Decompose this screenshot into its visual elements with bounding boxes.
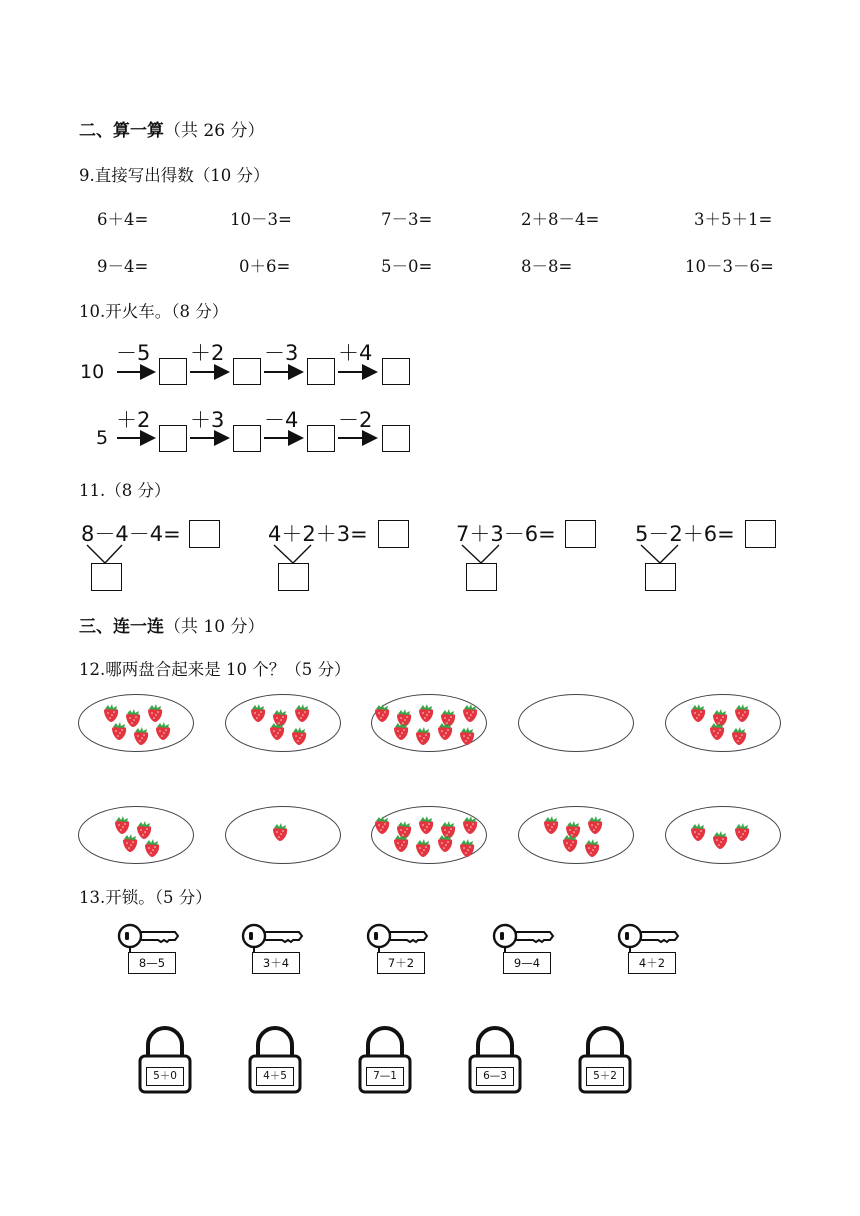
key-card[interactable]: [615, 920, 683, 976]
strawberry-icon: [413, 838, 433, 862]
strawberry-icon: [109, 721, 129, 745]
chain-expression: 4＋2＋3=: [268, 522, 368, 546]
answer-box[interactable]: [645, 563, 676, 591]
train-operation: ＋4: [338, 341, 373, 365]
answer-box[interactable]: [378, 520, 409, 548]
key-label: 7＋2: [377, 952, 425, 974]
strawberry-icon: [142, 838, 162, 862]
lock-card[interactable]: [357, 1025, 413, 1095]
calc-item: 5－0=: [381, 257, 433, 276]
strawberry-icon: [289, 726, 309, 750]
lock-label: 6—3: [476, 1067, 514, 1086]
train-operation: ＋3: [190, 408, 225, 432]
calc-item: 3＋5＋1=: [694, 210, 773, 229]
section-2-title: 二、算一算: [79, 121, 164, 141]
calc-item: 9－4=: [97, 257, 149, 276]
strawberry-icon: [131, 726, 151, 750]
answer-box[interactable]: [159, 425, 187, 452]
answer-box[interactable]: [382, 358, 410, 385]
key-label: 9—4: [503, 952, 551, 974]
strawberry-icon: [267, 721, 287, 745]
chain-expression: 5－2＋6=: [635, 522, 735, 546]
strawberry-icon: [435, 833, 455, 857]
answer-box[interactable]: [745, 520, 776, 548]
strawberry-icon: [391, 721, 411, 745]
strawberry-icon: [732, 822, 752, 846]
strawberry-icon: [460, 703, 480, 727]
fruit-plate[interactable]: [371, 694, 487, 752]
lock-card[interactable]: [577, 1025, 633, 1095]
train-operation: －5: [116, 341, 151, 365]
answer-box[interactable]: [189, 520, 220, 548]
strawberry-icon: [416, 703, 436, 727]
lock-card[interactable]: [247, 1025, 303, 1095]
section-3-title: 三、连一连: [79, 617, 164, 637]
key-label: 3＋4: [252, 952, 300, 974]
calc-item: 6＋4=: [97, 210, 149, 229]
strawberry-icon: [688, 822, 708, 846]
strawberry-icon: [688, 703, 708, 727]
strawberry-icon: [391, 833, 411, 857]
train-operation: －2: [338, 408, 373, 432]
key-card[interactable]: [490, 920, 558, 976]
calc-item: 10－3－6=: [685, 257, 774, 276]
answer-box[interactable]: [382, 425, 410, 452]
answer-box[interactable]: [307, 425, 335, 452]
fruit-plate[interactable]: [78, 694, 194, 752]
strawberry-icon: [153, 721, 173, 745]
key-label: 4＋2: [628, 952, 676, 974]
answer-box[interactable]: [307, 358, 335, 385]
lock-label: 5＋0: [146, 1067, 184, 1086]
strawberry-icon: [413, 726, 433, 750]
answer-box[interactable]: [233, 358, 261, 385]
fruit-plate[interactable]: [518, 806, 634, 864]
key-card[interactable]: [364, 920, 432, 976]
chain-expression: 8－4－4=: [81, 522, 181, 546]
question-10-title: 10.开火车。（8 分）: [79, 302, 229, 321]
chain-expression: 7＋3－6=: [456, 522, 556, 546]
strawberry-icon: [270, 822, 290, 846]
strawberry-icon: [457, 838, 477, 862]
section-3-score: （共 10 分）: [164, 617, 265, 637]
strawberry-icon: [435, 721, 455, 745]
section-2-score: （共 26 分）: [164, 121, 265, 141]
train-operation: －3: [264, 341, 299, 365]
fruit-plate[interactable]: [518, 694, 634, 752]
answer-box[interactable]: [91, 563, 122, 591]
section-3-heading: [79, 612, 264, 637]
lock-card[interactable]: [137, 1025, 193, 1095]
train-start-number: 5: [96, 427, 109, 449]
train-arrows: [0, 0, 860, 460]
strawberry-icon: [416, 815, 436, 839]
strawberry-icon: [582, 838, 602, 862]
lock-label: 7—1: [366, 1067, 404, 1086]
key-card[interactable]: [239, 920, 307, 976]
answer-box[interactable]: [565, 520, 596, 548]
strawberry-icon: [560, 833, 580, 857]
answer-box[interactable]: [278, 563, 309, 591]
question-9-title: 9.直接写出得数（10 分）: [79, 166, 270, 185]
fruit-plate[interactable]: [371, 806, 487, 864]
lock-label: 5＋2: [586, 1067, 624, 1086]
strawberry-icon: [120, 833, 140, 857]
key-card[interactable]: [115, 920, 183, 976]
strawberry-icon: [732, 703, 752, 727]
calc-item: 7－3=: [381, 210, 433, 229]
lock-label: 4＋5: [256, 1067, 294, 1086]
strawberry-icon: [541, 815, 561, 839]
lock-card[interactable]: [467, 1025, 523, 1095]
strawberry-icon: [707, 721, 727, 745]
train-operation: －4: [264, 408, 299, 432]
train-operation: ＋2: [116, 408, 151, 432]
answer-box[interactable]: [466, 563, 497, 591]
strawberry-icon: [248, 703, 268, 727]
train-operation: ＋2: [190, 341, 225, 365]
calc-item: 2＋8－4=: [521, 210, 600, 229]
fruit-plate[interactable]: [665, 694, 781, 752]
calc-item: 8－8=: [521, 257, 573, 276]
question-12-title: 12.哪两盘合起来是 10 个？（5 分）: [79, 660, 351, 679]
strawberry-icon: [372, 815, 392, 839]
strawberry-icon: [710, 830, 730, 854]
question-13-title: 13.开锁。（5 分）: [79, 888, 212, 907]
fruit-plate[interactable]: [225, 806, 341, 864]
fruit-plate[interactable]: [78, 806, 194, 864]
train-start-number: 10: [80, 361, 105, 383]
strawberry-icon: [372, 703, 392, 727]
question-11-title: 11.（8 分）: [79, 481, 171, 500]
calc-item: 0＋6=: [239, 257, 291, 276]
strawberry-icon: [585, 815, 605, 839]
fruit-plate[interactable]: [225, 694, 341, 752]
strawberry-icon: [460, 815, 480, 839]
key-label: 8—5: [128, 952, 176, 974]
answer-box[interactable]: [159, 358, 187, 385]
calc-item: 10－3=: [230, 210, 292, 229]
strawberry-icon: [292, 703, 312, 727]
strawberry-icon: [729, 726, 749, 750]
fruit-plate[interactable]: [665, 806, 781, 864]
answer-box[interactable]: [233, 425, 261, 452]
strawberry-icon: [457, 726, 477, 750]
